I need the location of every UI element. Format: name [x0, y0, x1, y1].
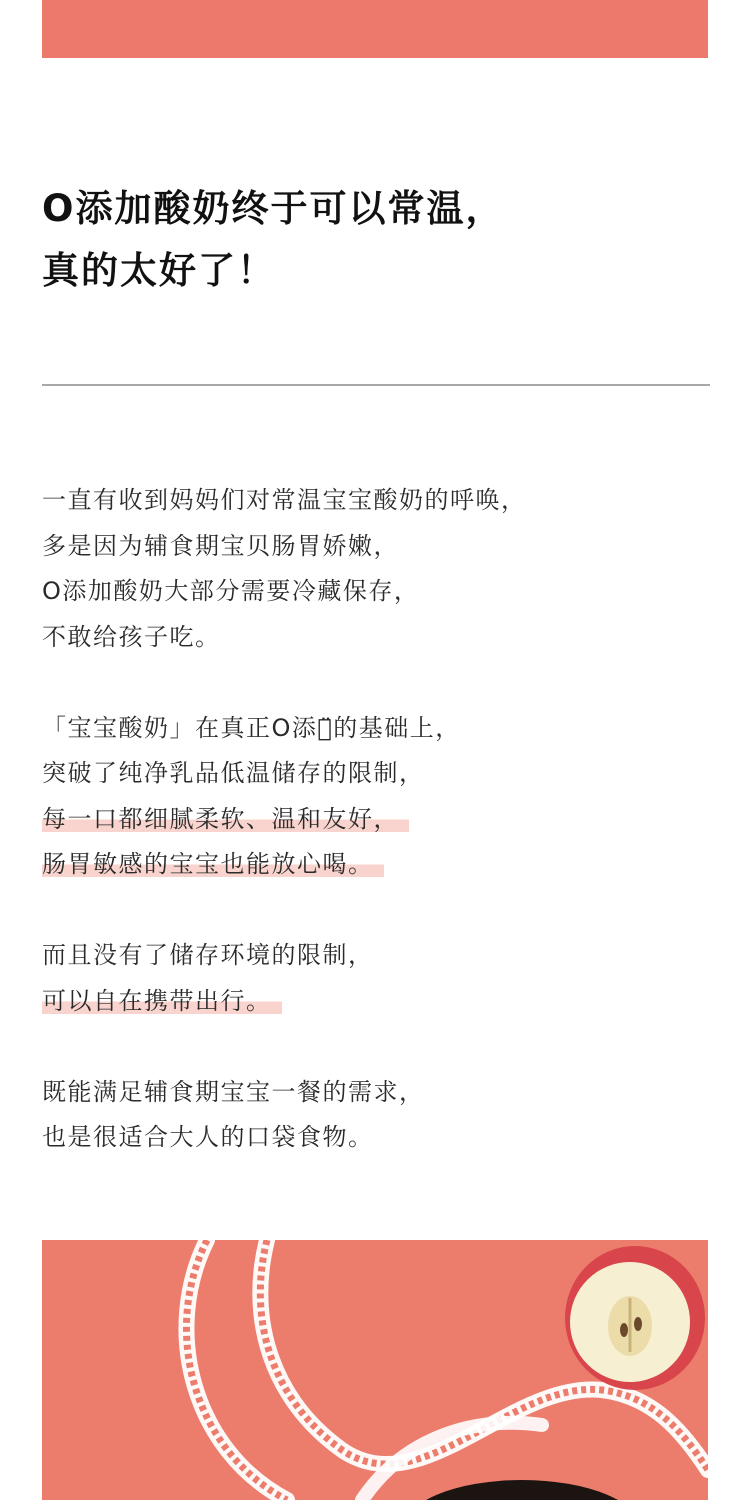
text-line-content: 也是很适合大人的口袋食物。 — [42, 1123, 374, 1151]
text-line — [42, 524, 702, 570]
person-head-silhouette — [402, 1480, 642, 1500]
text-line-content: 「宝宝酸奶」在真正O添加̈的基础上， — [42, 713, 461, 742]
apple-half-icon — [565, 1246, 705, 1390]
paragraph-4 — [42, 1070, 702, 1161]
text-line-content: 突破了纯净乳品低温储存的限制， — [42, 759, 425, 787]
text-line-content: O添加酸奶大部分需要冷藏保存， — [42, 577, 420, 605]
body-text — [42, 478, 702, 1206]
text-line — [42, 569, 702, 615]
headline-line-1: O添加酸奶终于可以常温， — [42, 187, 505, 230]
headline-line-2: 真的太好了！ — [42, 249, 276, 292]
text-line — [42, 979, 702, 1025]
text-line — [42, 706, 702, 752]
highlighted-text: 可以自在携带出行。 — [42, 987, 282, 1015]
text-line — [42, 1070, 702, 1116]
headline — [42, 178, 722, 302]
top-banner-image — [42, 0, 708, 58]
section-divider — [42, 384, 710, 386]
text-line — [42, 615, 702, 661]
text-line — [42, 842, 702, 888]
text-line — [42, 478, 702, 524]
text-line — [42, 933, 702, 979]
paragraph-3 — [42, 933, 702, 1024]
highlighted-text: 肠胃敏感的宝宝也能放心喝。 — [42, 850, 384, 878]
text-line — [42, 751, 702, 797]
ribbon-illustration — [42, 1240, 708, 1500]
paragraph-2 — [42, 706, 702, 888]
text-line — [42, 1115, 702, 1161]
text-line-content: 而且没有了储存环境的限制， — [42, 941, 374, 969]
text-line-content: 一直有收到妈妈们对常温宝宝酸奶的呼唤， — [42, 486, 527, 514]
text-line — [42, 797, 702, 843]
text-line-content: 既能满足辅食期宝宝一餐的需求， — [42, 1077, 425, 1106]
text-line-content: 多是因为辅食期宝贝肠胃娇嫩， — [42, 531, 399, 560]
bottom-banner-image — [42, 1240, 708, 1500]
text-line-content: 不敢给孩子吃。 — [42, 622, 221, 651]
paragraph-1 — [42, 478, 702, 660]
highlighted-text: 每一口都细腻柔软、温和友好， — [42, 805, 409, 833]
